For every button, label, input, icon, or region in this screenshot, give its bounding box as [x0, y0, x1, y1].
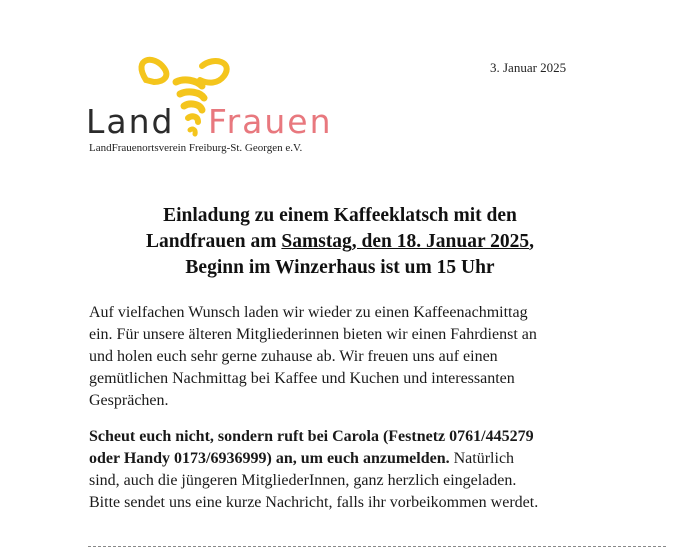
letter-date: 3. Januar 2025 — [490, 60, 567, 75]
organization-name: LandFrauenortsverein Freiburg-St. Georgen e.V. — [89, 142, 303, 154]
headline-line-1: Einladung zu einem Kaffeeklatsch mit den — [163, 205, 517, 226]
registration-contact-line-1: Scheut euch nicht, sondern ruft bei Carola (Festnetz 0761/445279 — [89, 428, 534, 445]
landfrauen-logo — [84, 52, 344, 142]
paragraph-registration — [89, 426, 629, 514]
registration-contact-line-2: oder Handy 0173/6936999) an, um euch anzumelden. — [89, 450, 450, 467]
paragraph-line: Auf vielfachen Wunsch laden wir wieder zu einen Kaffeenachmittag — [89, 304, 528, 321]
headline-line-2 — [40, 229, 640, 255]
paragraph-line: ein. Für unsere älteren Mitgliederinnen bieten wir einen Fahrdienst an — [89, 326, 537, 343]
paragraph-line: und holen euch sehr gerne zuhause ab. Wir freuen uns auf einen — [89, 348, 498, 365]
headline-line-3: Beginn im Winzerhaus ist um 15 Uhr — [185, 257, 495, 278]
paragraph-line-tail: Natürlich — [449, 450, 515, 467]
headline-line-2-prefix: Landfrauen am — [145, 231, 282, 252]
paragraph-invitation — [89, 302, 629, 412]
paragraph-line — [89, 448, 629, 470]
paragraph-line: Bitte sendet uns eine kurze Nachricht, falls ihr vorbeikommen werdet. — [89, 494, 539, 511]
logo-text-land: Land — [86, 102, 175, 141]
paragraph-line: gemütlichen Nachmittag bei Kaffee und Kuchen und interessanten — [89, 370, 515, 387]
logo-text-frauen: Frauen — [208, 102, 333, 141]
headline-line-2-suffix: , — [529, 231, 535, 252]
paragraph-line: sind, auch die jüngeren MitgliederInnen, ganz herzlich eingeladen. — [89, 472, 517, 489]
event-date: Samstag, den 18. Januar 2025 — [281, 231, 530, 252]
paragraph-line — [89, 426, 629, 448]
invitation-headline — [40, 203, 640, 281]
paragraph-line: Gesprächen. — [89, 392, 169, 409]
dashed-divider — [88, 546, 666, 547]
